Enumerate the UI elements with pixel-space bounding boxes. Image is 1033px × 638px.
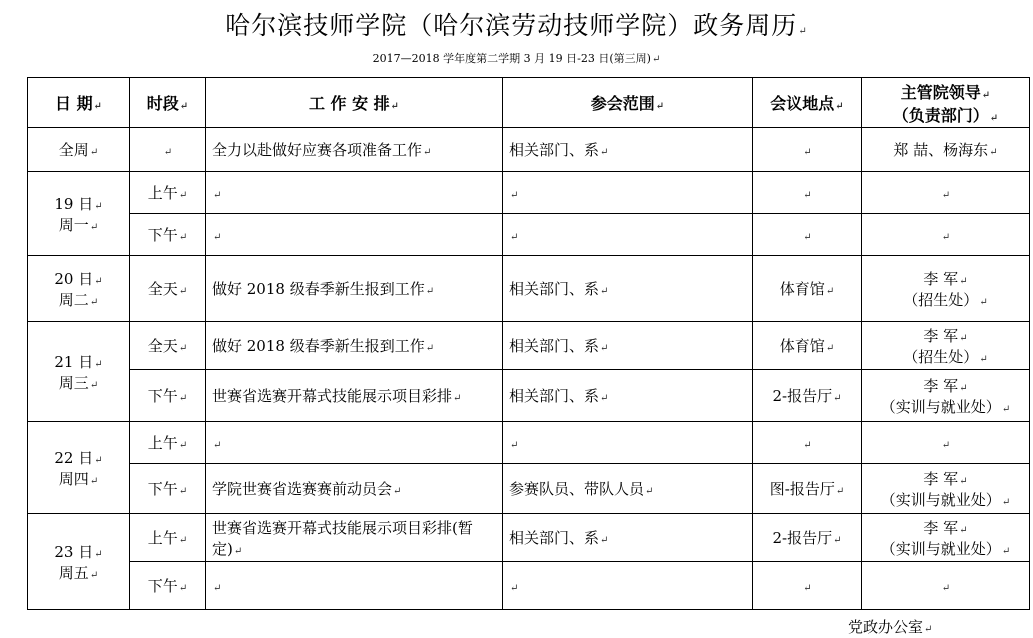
- table-row: [28, 128, 1030, 172]
- table-row: [28, 422, 1030, 464]
- location-cell: 体育馆↵: [753, 256, 862, 322]
- date-cell: 19 日↵ 周一↵: [28, 172, 130, 256]
- period-cell: 下午↵: [130, 370, 206, 422]
- work-cell: 做好 2018 级春季新生报到工作↵: [206, 322, 503, 370]
- page-title: 哈尔滨技师学院（哈尔滨劳动技师学院）政务周历↵: [225, 11, 808, 40]
- work-cell: ↵: [206, 214, 503, 256]
- header-date: 日 期↵: [28, 78, 130, 128]
- leader-cell: ↵: [862, 422, 1030, 464]
- footer-office: 党政办公室↵: [848, 618, 933, 636]
- location-cell: ↵: [753, 214, 862, 256]
- scope-cell: ↵: [503, 214, 753, 256]
- date-cell: 22 日↵ 周四↵: [28, 422, 130, 514]
- table-row: [28, 562, 1030, 610]
- leader-cell: 李 军↵ （实训与就业处）↵: [862, 370, 1030, 422]
- scope-cell: ↵: [503, 172, 753, 214]
- header-leader: 主管院领导↵ （负责部门）↵: [862, 78, 1030, 128]
- leader-cell: 李 军↵ （实训与就业处）↵: [862, 464, 1030, 514]
- table-row: [28, 514, 1030, 562]
- table-row: [28, 464, 1030, 514]
- date-cell: 20 日↵ 周二↵: [28, 256, 130, 322]
- period-cell: ↵: [130, 128, 206, 172]
- table-row: [28, 214, 1030, 256]
- work-cell: ↵: [206, 562, 503, 610]
- period-cell: 下午↵: [130, 464, 206, 514]
- table-row: [28, 172, 1030, 214]
- scope-cell: 参赛队员、带队人员↵: [503, 464, 753, 514]
- period-cell: 全天↵: [130, 322, 206, 370]
- work-cell: ↵: [206, 422, 503, 464]
- work-cell: 全力以赴做好应赛各项准备工作↵: [206, 128, 503, 172]
- header-work: 工 作 安 排↵: [206, 78, 503, 128]
- scope-cell: 相关部门、系↵: [503, 256, 753, 322]
- location-cell: ↵: [753, 172, 862, 214]
- location-cell: ↵: [753, 128, 862, 172]
- leader-cell: 李 军↵ （招生处）↵: [862, 322, 1030, 370]
- period-cell: 下午↵: [130, 214, 206, 256]
- header-period: 时段↵: [130, 78, 206, 128]
- work-cell: 世赛省选赛开幕式技能展示项目彩排↵: [206, 370, 503, 422]
- scope-cell: ↵: [503, 422, 753, 464]
- weekly-schedule-table: [27, 77, 1030, 610]
- location-cell: ↵: [753, 422, 862, 464]
- leader-cell: 郑 喆、杨海东↵: [862, 128, 1030, 172]
- scope-cell: 相关部门、系↵: [503, 128, 753, 172]
- work-cell: 学院世赛省选赛赛前动员会↵: [206, 464, 503, 514]
- work-cell: 做好 2018 级春季新生报到工作↵: [206, 256, 503, 322]
- period-cell: 上午↵: [130, 422, 206, 464]
- scope-cell: 相关部门、系↵: [503, 514, 753, 562]
- period-cell: 上午↵: [130, 172, 206, 214]
- header-row: [28, 78, 1030, 128]
- date-cell: 23 日↵ 周五↵: [28, 514, 130, 610]
- leader-cell: 李 军↵ （实训与就业处）↵: [862, 514, 1030, 562]
- location-cell: ↵: [753, 562, 862, 610]
- leader-cell: ↵: [862, 172, 1030, 214]
- scope-cell: 相关部门、系↵: [503, 322, 753, 370]
- location-cell: 体育馆↵: [753, 322, 862, 370]
- table-row: [28, 256, 1030, 322]
- date-cell: 21 日↵ 周三↵: [28, 322, 130, 422]
- page-subtitle: 2017—2018 学年度第二学期 3 月 19 日-23 日(第三周)↵: [372, 52, 661, 65]
- work-cell: ↵: [206, 172, 503, 214]
- period-cell: 上午↵: [130, 514, 206, 562]
- work-cell: 世赛省选赛开幕式技能展示项目彩排(暂定)↵: [206, 514, 503, 562]
- location-cell: 图-报告厅↵: [753, 464, 862, 514]
- period-cell: 下午↵: [130, 562, 206, 610]
- date-cell: 全周↵: [28, 128, 130, 172]
- location-cell: 2-报告厅↵: [753, 514, 862, 562]
- scope-cell: ↵: [503, 562, 753, 610]
- header-scope: 参会范围↵: [503, 78, 753, 128]
- header-location: 会议地点↵: [753, 78, 862, 128]
- scope-cell: 相关部门、系↵: [503, 370, 753, 422]
- leader-cell: 李 军↵ （招生处）↵: [862, 256, 1030, 322]
- location-cell: 2-报告厅↵: [753, 370, 862, 422]
- period-cell: 全天↵: [130, 256, 206, 322]
- table-row: [28, 370, 1030, 422]
- leader-cell: ↵: [862, 562, 1030, 610]
- leader-cell: ↵: [862, 214, 1030, 256]
- table-row: [28, 322, 1030, 370]
